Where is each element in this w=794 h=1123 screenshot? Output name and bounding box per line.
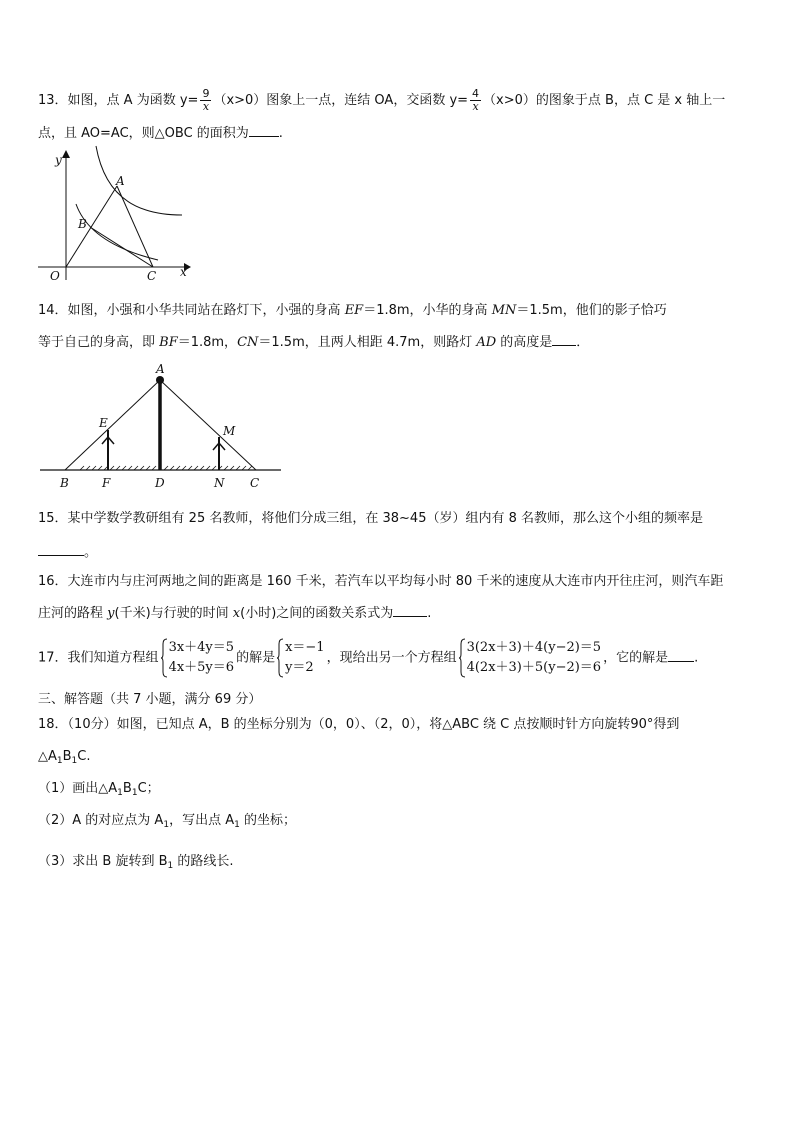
q18-text-b: B [62,749,72,764]
q17-sol-x: x＝−1 [285,640,325,655]
q13-frac1-numerator: 9 [202,87,210,100]
q16-line-2 [38,604,431,623]
q17-system-1 [161,638,235,678]
q17-solution-1 [277,638,325,678]
q15-line-1 [38,510,703,528]
q17-answer-blank[interactable] [668,649,694,662]
q17-text-d: ，它的解是 [603,650,669,666]
q13-text-a: 如图，点 A 为函数 y= [67,93,199,108]
q14-cn: CN [237,335,259,350]
q17-brace-1 [161,638,167,678]
q18-sub: 1 [56,756,63,766]
q16-text-d: (小时)之间的函数关系式为 [240,606,394,621]
q14-label-F: F [102,476,111,490]
q18-sub: 1 [163,820,170,830]
q18-sub: 1 [234,820,240,830]
q17-line [38,638,698,679]
q13-text-c: （x>0）的图象于点 B，点 C 是 x 轴上一 [483,93,726,108]
q15-end: 。 [84,545,98,560]
q14-end: ． [576,335,590,350]
q16-line-1 [38,573,723,591]
q18-sub: 1 [167,861,174,871]
q18-p1-a: （1）画出△A [38,781,118,796]
q13-segment-BC [90,227,153,267]
q13-end: . [278,126,283,141]
q17-eq3: 3(2x＋3)＋4(y−2)＝5 [466,640,602,655]
q17-number: 17． [38,650,68,666]
q14-text-a: 如图，小强和小华共同站在路灯下，小强的身高 [67,303,345,318]
q18-p2-a: （2）A 的对应点为 A [38,813,164,828]
q13-number: 13． [38,93,68,108]
q16-number: 16． [38,574,68,589]
q18-p2-c: 的坐标； [239,813,296,828]
q18-p1-b: B [122,781,132,796]
q18-p3-b: 的路线长. [173,854,234,869]
q13-fraction-9-over-x [200,88,211,113]
q13-figure [36,144,196,282]
q14-label-D: D [155,476,165,490]
q14-label-N: N [214,476,225,490]
q17-system-2 [459,638,601,678]
q14-label-E: E [99,416,108,430]
q16-text-b: 庄河的路程 [38,606,108,621]
q14-figure [38,360,288,492]
q14-label-A: A [156,362,165,376]
q13-text-b: （x>0）图象上一点，连结 OA，交函数 y= [213,93,469,108]
q14-mn: MN [491,303,517,318]
q18-sub: 1 [131,788,138,798]
q16-var-y: y [107,606,115,621]
q16-answer-blank[interactable] [393,604,427,617]
section-3-heading: 三、解答题（共 7 小题，满分 69 分） [38,692,262,707]
q14-bf: BF [159,335,178,350]
q17-brace-3 [459,638,465,678]
q15-line-2 [38,543,97,562]
q14-text-f: ＝1.5m，且两人相距 4.7m，则路灯 [258,335,477,350]
q14-text-e: ＝1.8m， [177,335,238,350]
q18-sub: 1 [117,788,123,798]
q13-label-C: C [147,269,157,282]
q16-end: . [427,606,432,621]
q18-p1-c: C； [137,781,160,796]
q17-text-b: 的解是 [236,650,276,666]
q13-segment-AC [117,186,153,267]
q13-label-B: B [78,217,87,231]
q18-line-2 [38,748,91,770]
q13-fraction-4-over-x [470,88,481,113]
q13-segment-OA [66,186,117,267]
q13-label-y: y [55,153,62,167]
q14-ray-AB [65,380,160,470]
q14-text-g: 的高度是 [496,335,553,350]
q13-label-A: A [116,174,125,188]
q13-line-1 [38,88,725,113]
q14-answer-blank[interactable] [552,333,576,346]
q13-label-x: x [180,265,187,279]
q14-label-C: C [250,476,260,490]
q14-ad: AD [476,335,497,350]
q14-label-M: M [223,424,236,438]
q15-text: 某中学数学教研组有 25 名教师，将他们分成三组，在 38~45（岁）组内有 8 名教师，那么这个小组的频率是 [67,511,703,526]
q18-part-3 [38,853,234,875]
q18-p2-b: ，写出点 A [169,813,235,828]
q18-text-c: C. [77,749,91,764]
q18-part-2 [38,812,296,834]
q14-line-1 [38,302,667,320]
q13-curve-9-over-x [96,146,182,215]
q17-eq4: 4(2x＋3)＋5(y−2)＝6 [466,660,602,675]
q18-p3-a: （3）求出 B 旋转到 B [38,854,168,869]
q18-sub: 1 [71,756,78,766]
q17-text-a: 我们知道方程组 [67,650,159,666]
q14-line-2 [38,333,589,352]
q18-text-a: △A [38,749,57,764]
q14-label-B: B [60,476,69,490]
q14-ray-AC [160,380,256,470]
q15-number: 15． [38,511,68,526]
q18-line-1: 18．（10分）如图，已知点 A，B 的坐标分别为（0，0）、（2，0），将△ABC 绕 C 点按顺时针方向旋转90°得到 [38,717,680,732]
q16-var-x: x [232,606,241,621]
q16-text-a: 大连市内与庄河两地之间的距离是 160 千米，若汽车以平均每小时 80 千米的速度从大连市内开往庄河，则汽车距 [67,574,724,589]
q13-frac2-numerator: 4 [472,87,480,100]
q17-sol-y: y＝2 [285,660,314,675]
q17-end: . [694,650,699,666]
q18-part-1 [38,780,160,802]
q14-ground-hatch [80,466,252,470]
q13-frac1-denominator: x [200,100,211,113]
q14-text-c: ＝1.5m，他们的影子恰巧 [516,303,667,318]
q13-answer-blank[interactable] [249,124,279,137]
q13-y-arrow [62,150,70,158]
q13-label-O: O [50,269,60,282]
q14-text-b: ＝1.8m，小华的身高 [363,303,492,318]
q17-eq1: 3x＋4y＝5 [168,640,235,655]
q17-brace-2 [277,638,283,678]
q14-ef: EF [344,303,364,318]
q16-text-c: (千米)与行驶的时间 [114,606,233,621]
q14-number: 14． [38,303,68,318]
q13-frac2-denominator: x [470,100,481,113]
q13-line-2 [38,124,283,143]
q13-text-d: 点，且 AO=AC，则△OBC 的面积为 [38,126,249,141]
q15-answer-blank[interactable] [38,543,84,556]
q17-text-c: ，现给出另一个方程组 [326,650,457,666]
q14-text-d: 等于自己的身高，即 [38,335,160,350]
q17-eq2: 4x＋5y＝6 [168,660,235,675]
